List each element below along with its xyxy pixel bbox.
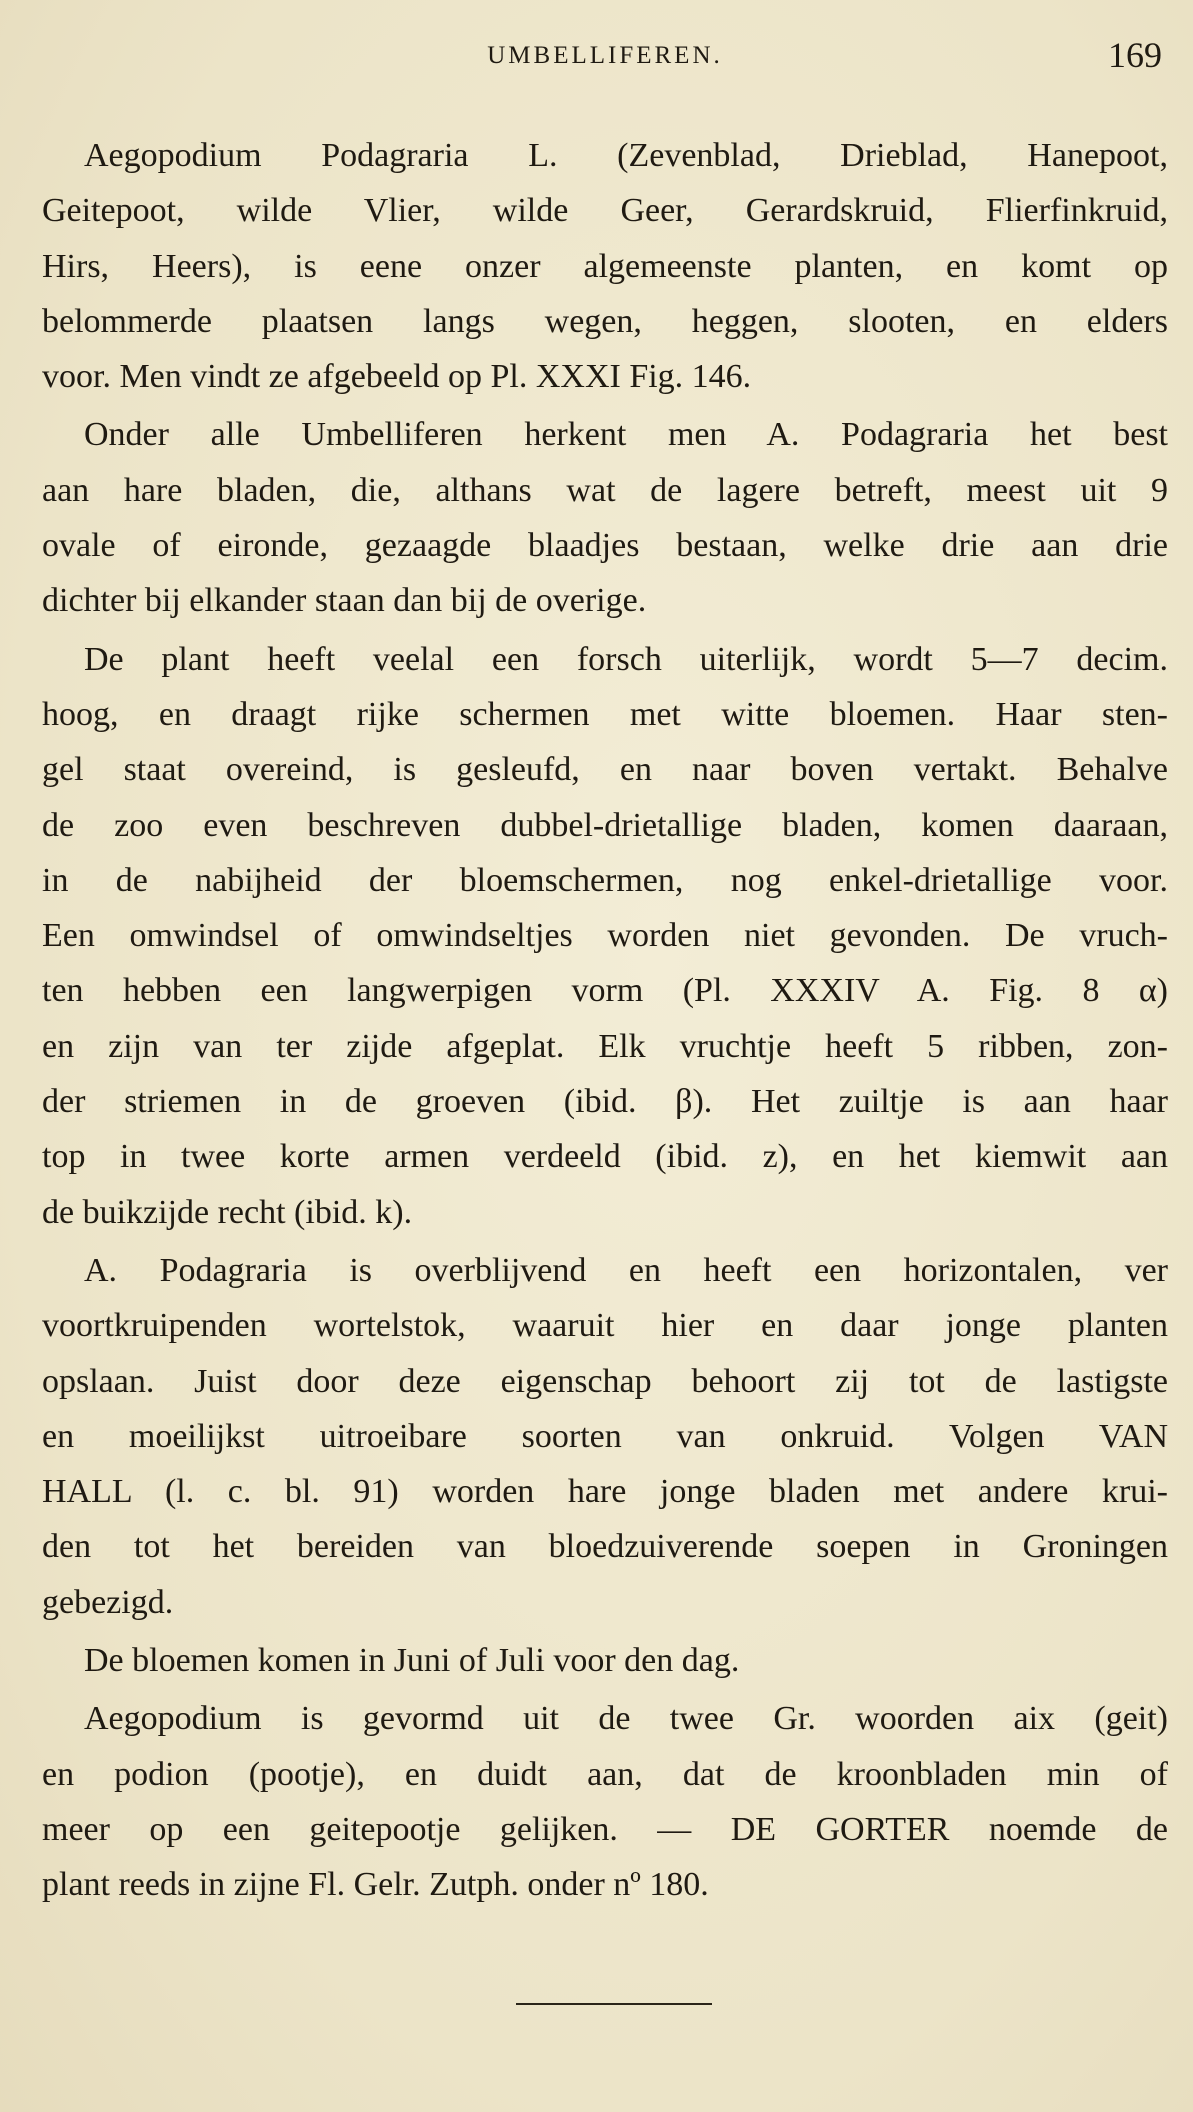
text-line: ovale of eironde, gezaagde blaadjes bestaan, welke drie aan drie xyxy=(42,527,1168,565)
book-page xyxy=(42,30,1168,1913)
text-line: top in twee korte armen verdeeld (ibid. z), en het kiemwit aan xyxy=(42,1138,1168,1176)
text-line: in de nabijheid der bloemschermen, nog enkel-drietallige voor. xyxy=(42,861,1168,899)
text-line: gel staat overeind, is gesleufd, en naar boven vertakt. Behalve xyxy=(42,751,1168,789)
text-line: Aegopodium is gevormd uit de twee Gr. woorden aix (geit) xyxy=(84,1700,1168,1738)
text-line: voor. Men vindt ze afgebeeld op Pl. XXXI Fig. 146. xyxy=(42,358,752,396)
body-text xyxy=(42,128,1168,1913)
text-line: de zoo even beschreven dubbel-drietallige bladen, komen daaraan, xyxy=(42,806,1168,844)
text-line: Onder alle Umbelliferen herkent men A. Podagraria het best xyxy=(84,416,1168,454)
text-line: meer op een geitepootje gelijken. — DE GORTER noemde de xyxy=(42,1810,1168,1848)
text-line: ten hebben een langwerpigen vorm (Pl. XXXIV A. Fig. 8 α) xyxy=(42,972,1168,1010)
text-line: der striemen in de groeven (ibid. β). Het zuiltje is aan haar xyxy=(42,1083,1168,1121)
text-line: aan hare bladen, die, althans wat de lagere betreft, meest uit 9 xyxy=(42,471,1168,509)
text-line: gebezigd. xyxy=(42,1583,174,1621)
page-number: 169 xyxy=(1108,35,1162,75)
text-line: opslaan. Juist door deze eigenschap behoort zij tot de lastigste xyxy=(42,1362,1168,1400)
text-line: Hirs, Heers), is eene onzer algemeenste planten, en komt op xyxy=(42,247,1168,285)
text-line: en zijn van ter zijde afgeplat. Elk vruchtje heeft 5 ribben, zon- xyxy=(42,1027,1168,1065)
text-line: belommerde plaatsen langs wegen, heggen, slooten, en elders xyxy=(42,302,1168,340)
running-title: UMBELLIFEREN. xyxy=(487,42,723,69)
section-divider xyxy=(516,2003,712,2005)
text-line: Een omwindsel of omwindseltjes worden niet gevonden. De vruch- xyxy=(42,917,1168,955)
text-line: De plant heeft veelal een forsch uiterlijk, wordt 5—7 decim. xyxy=(84,640,1168,678)
text-line: plant reeds in zijne Fl. Gelr. Zutph. onder nº 180. xyxy=(42,1866,709,1904)
running-head xyxy=(42,30,1168,84)
text-line: voortkruipenden wortelstok, waaruit hier en daar jonge planten xyxy=(42,1307,1168,1345)
text-line: hoog, en draagt rijke schermen met witte bloemen. Haar sten- xyxy=(42,695,1168,733)
text-line: A. Podagraria is overblijvend en heeft een horizontalen, ver xyxy=(84,1251,1168,1289)
text-line: HALL (l. c. bl. 91) worden hare jonge bladen met andere krui- xyxy=(42,1473,1168,1511)
text-line: de buikzijde recht (ibid. k). xyxy=(42,1193,413,1231)
text-line: De bloemen komen in Juni of Juli voor den dag. xyxy=(84,1642,740,1680)
text-line: en podion (pootje), en duidt aan, dat de kroonbladen min of xyxy=(42,1755,1168,1793)
text-line: den tot het bereiden van bloedzuiverende soepen in Groningen xyxy=(42,1528,1168,1566)
text-line: Aegopodium Podagraria L. (Zevenblad, Drieblad, Hanepoot, xyxy=(84,137,1168,174)
text-line: dichter bij elkander staan dan bij de overige. xyxy=(42,582,647,620)
text-line: en moeilijkst uitroeibare soorten van onkruid. Volgen VAN xyxy=(42,1417,1168,1455)
text-line: Geitepoot, wilde Vlier, wilde Geer, Gerardskruid, Flierfinkruid, xyxy=(42,192,1168,230)
